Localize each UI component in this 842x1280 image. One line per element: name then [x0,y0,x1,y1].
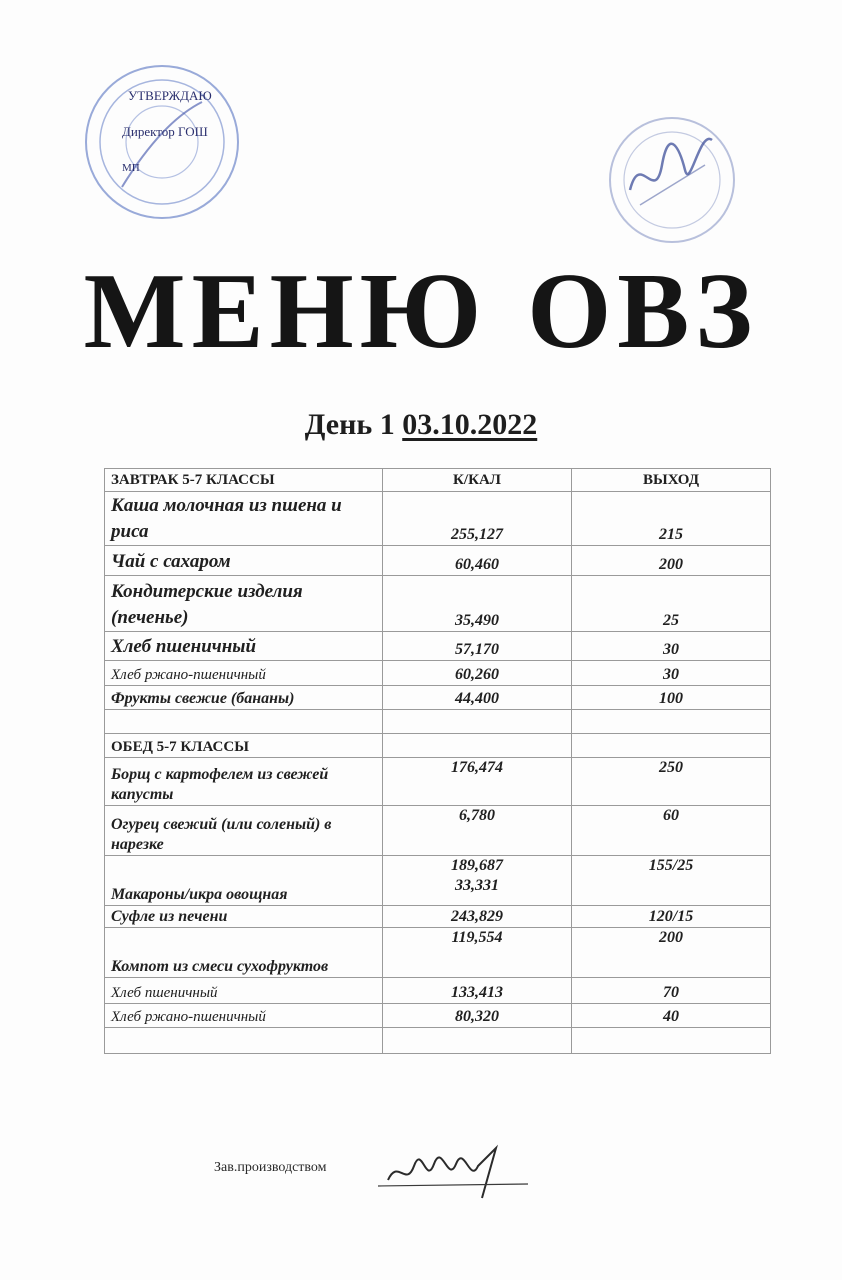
dish-kcal: 60,460 [383,546,572,576]
table-row [105,1004,771,1028]
school-stamp [600,110,740,245]
approval-stamp [82,62,242,222]
dish-kcal: 80,320 [383,1004,572,1028]
dish-output: 70 [572,978,771,1004]
day-label: День 1 [304,408,395,441]
dish-name: Чай с сахаром [105,546,383,576]
table-row [105,546,771,576]
stamp-director-text: Директор ГОШ [122,124,208,139]
signature-icon [378,1128,538,1208]
page-title [0,252,842,371]
dish-name: Макароны/икра овощная [105,856,383,906]
empty-row [105,1028,771,1054]
dish-output: 155/25 [572,856,771,906]
dish-kcal: 6,780 [383,806,572,856]
table-row [105,806,771,856]
dish-kcal-secondary: 33,331 [455,877,499,894]
dish-output: 215 [572,492,771,546]
title-word-ovz: ОВЗ [527,252,759,371]
dish-name: Фрукты свежие (бананы) [105,686,383,710]
dish-name: Хлеб ржано-пшеничный [105,1004,383,1028]
dish-output: 120/15 [572,906,771,928]
day-heading [0,408,842,442]
day-date: 03.10.2022 [402,408,538,441]
dish-output: 60 [572,806,771,856]
section-row-lunch [105,734,771,758]
header-kcal: К/КАЛ [383,469,572,492]
dish-output: 200 [572,546,771,576]
dish-name: Хлеб пшеничный [105,978,383,1004]
dish-kcal: 60,260 [383,661,572,686]
dish-kcal: 44,400 [383,686,572,710]
dish-name: Суфле из печени [105,906,383,928]
title-word-menu: МЕНЮ [83,252,488,371]
dish-output: 100 [572,686,771,710]
header-breakfast: ЗАВТРАК 5-7 КЛАССЫ [105,469,383,492]
header-output: ВЫХОД [572,469,771,492]
table-row [105,661,771,686]
dish-name: Кондитерские изделия (печенье) [105,576,383,632]
dish-kcal: 57,170 [383,632,572,661]
dish-output: 30 [572,632,771,661]
dish-output: 200 [572,928,771,978]
stamp-seal-icon [82,62,242,222]
dish-name: Огурец свежий (или соленый) в нарезке [105,806,383,856]
table-row [105,686,771,710]
dish-kcal: 189,687 [451,857,503,874]
dish-name: Хлеб пшеничный [105,632,383,661]
lunch-header: ОБЕД 5-7 КЛАССЫ [105,734,383,758]
table-header-row [105,469,771,492]
dish-kcal-cell [383,856,572,906]
dish-kcal: 243,829 [383,906,572,928]
dish-kcal: 176,474 [383,758,572,806]
table-row [105,906,771,928]
dish-name: Компот из смеси сухофруктов [105,928,383,978]
table-row [105,492,771,546]
dish-kcal: 119,554 [383,928,572,978]
table-row [105,856,771,906]
manager-signature [378,1128,538,1208]
empty-row [105,710,771,734]
dish-kcal: 133,413 [383,978,572,1004]
stamp-seal-signature-icon [600,110,740,245]
dish-name: Хлеб ржано-пшеничный [105,661,383,686]
menu-table [104,468,771,1054]
table-row [105,928,771,978]
dish-kcal: 35,490 [383,576,572,632]
table-row [105,576,771,632]
table-row [105,978,771,1004]
dish-output: 30 [572,661,771,686]
stamp-approve-text: УТВЕРЖДАЮ [128,88,212,103]
table-row [105,632,771,661]
dish-name: Каша молочная из пшена и риса [105,492,383,546]
dish-output: 25 [572,576,771,632]
dish-output: 250 [572,758,771,806]
stamp-mp-text: МП [122,162,140,174]
table-row [105,758,771,806]
dish-kcal: 255,127 [383,492,572,546]
dish-output: 40 [572,1004,771,1028]
dish-name: Борщ с картофелем из свежей капусты [105,758,383,806]
production-manager-label: Зав.производством [214,1160,327,1175]
